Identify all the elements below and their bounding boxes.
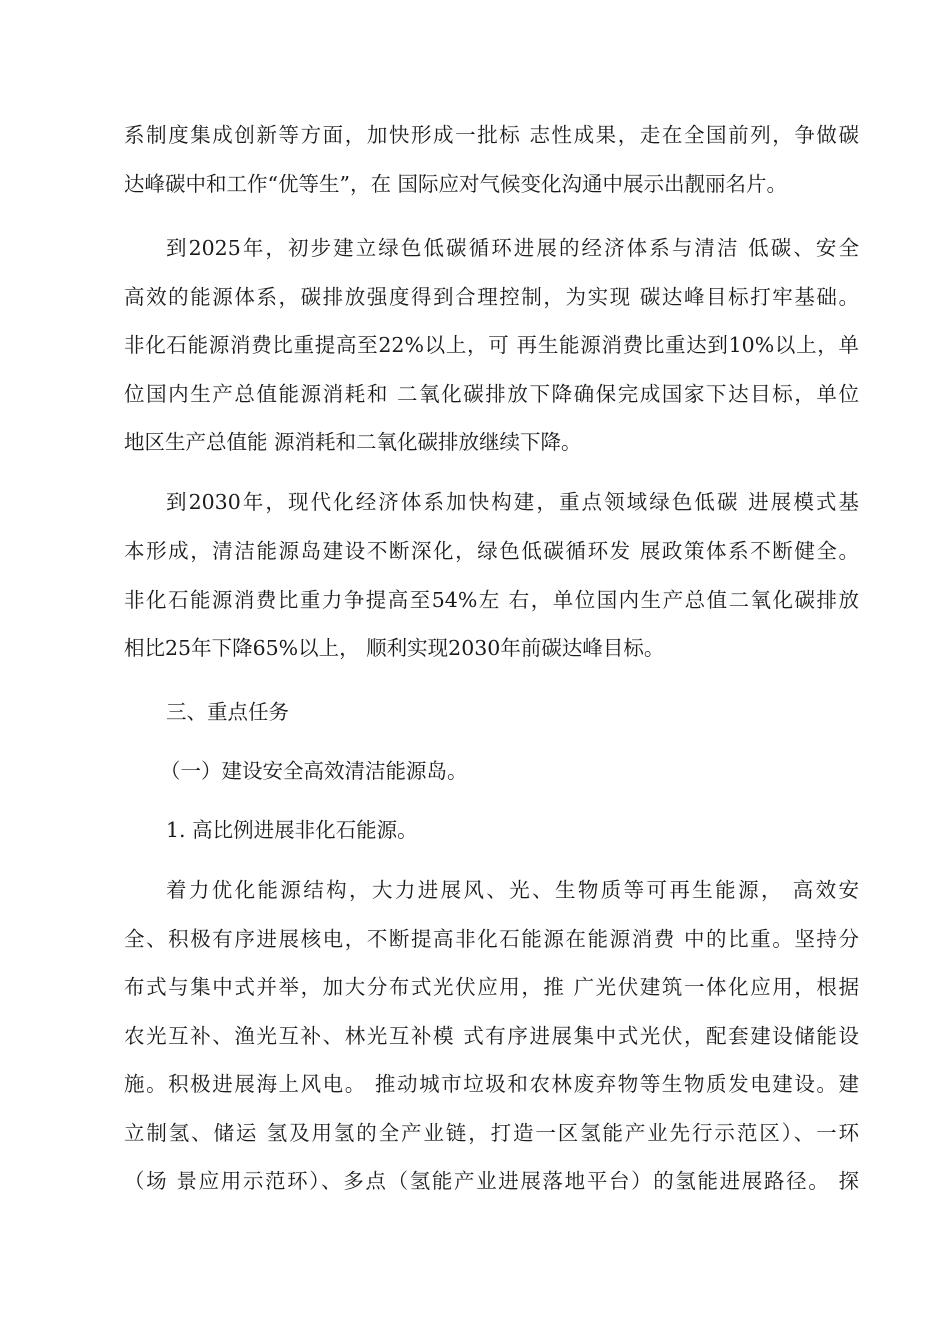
- section-heading: 三、重点任务: [166, 700, 289, 724]
- paragraph-2-line-3: 非化石能源消费比重提高至22%以上，可 再生能源消费比重达到10%以上，单: [124, 333, 859, 357]
- paragraph-2-line-2: 高效的能源体系，碳排放强度得到合理控制，为实现 碳达峰目标打牢基础。: [124, 285, 859, 309]
- paragraph-2-line-5: 地区生产总值能 源消耗和二氧化碳排放继续下降。: [124, 430, 582, 454]
- paragraph-4-line-7: （场 景应用示范环）、多点（氢能产业进展落地平台）的氢能进展路径。 探: [124, 1169, 859, 1193]
- paragraph-4-line-6: 立制氢、储运 氢及用氢的全产业链，打造一区氢能产业先行示范区）、一环: [124, 1121, 859, 1145]
- paragraph-4-line-2: 全、积极有序进展核电，不断提高非化石能源在能源消费 中的比重。坚持分: [124, 927, 859, 951]
- paragraph-1-line-1: 系制度集成创新等方面，加快形成一批标 志性成果，走在全国前列，争做碳: [124, 123, 859, 147]
- paragraph-4-line-5: 施。积极进展海上风电。 推动城市垃圾和农林废弃物等生物质发电建设。建: [124, 1072, 859, 1096]
- paragraph-4-line-4: 农光互补、渔光互补、林光互补模 式有序进展集中式光伏，配套建设储能设: [124, 1024, 859, 1048]
- subsection-heading: （一）建设安全高效清洁能源岛。: [160, 759, 468, 783]
- paragraph-4-line-1: 着力优化能源结构，大力进展风、光、生物质等可再生能源， 高效安: [166, 878, 859, 902]
- paragraph-3-line-1: 到2030年，现代化经济体系加快构建，重点领域绿色低碳 进展模式基: [166, 490, 859, 514]
- paragraph-2-line-4: 位国内生产总值能源消耗和 二氧化碳排放下降确保完成国家下达目标，单位: [124, 382, 859, 406]
- paragraph-3-line-2: 本形成，清洁能源岛建设不断深化，绿色低碳循环发 展政策体系不断健全。: [124, 539, 859, 563]
- paragraph-3-line-3: 非化石能源消费比重力争提高至54%左 右，单位国内生产总值二氧化碳排放: [124, 588, 859, 612]
- paragraph-3-line-4: 相比25年下降65%以上， 顺利实现2030年前碳达峰目标。: [124, 636, 665, 660]
- paragraph-1-line-2: 达峰碳中和工作“优等生”，在 国际应对气候变化沟通中展示出靓丽名片。: [124, 172, 787, 196]
- paragraph-4-line-3: 布式与集中式并举，加大分布式光伏应用，推 广光伏建筑一体化应用，根据: [124, 975, 859, 999]
- item-heading: 1. 高比例进展非化石能源。: [166, 818, 418, 842]
- paragraph-2-line-1: 到2025年，初步建立绿色低碳循环进展的经济体系与清洁 低碳、安全: [166, 236, 859, 260]
